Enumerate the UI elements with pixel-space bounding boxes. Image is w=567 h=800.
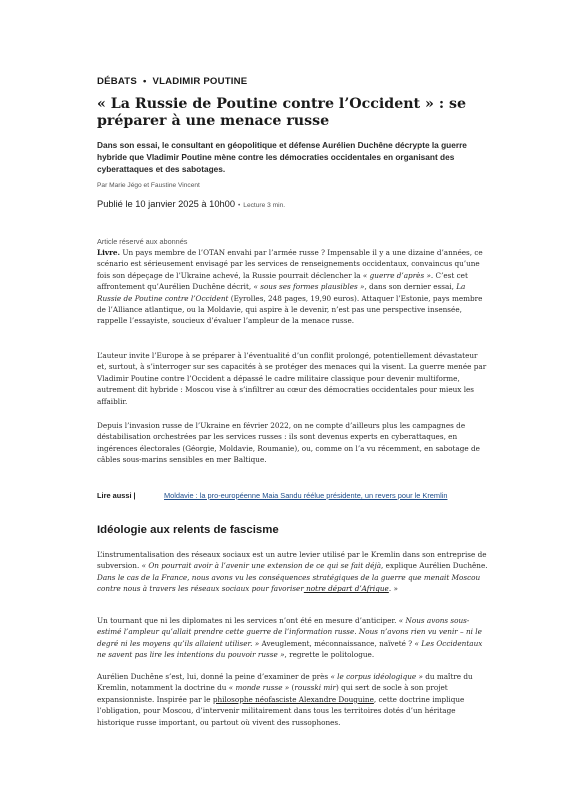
paragraph-4 <box>97 549 489 595</box>
douguine-link[interactable]: philosophe néofasciste Alexandre Douguine <box>212 694 374 704</box>
reading-time: Lecture 3 min. <box>243 202 286 209</box>
quote-run: « monde russe » <box>228 683 290 693</box>
text-run: (Eyrolles, 248 pages, 19,90 euros). Attaquer l’Estonie, pays membre de l’Alliance atlantique, ou la Moldavie, qui aspire à le devenir, n’est pas une perspective insensée, rappelle l’essayiste, soucieux d’évaluer l’ampleur de la menace russe. <box>97 293 483 326</box>
meta-separator: • <box>238 202 241 209</box>
section-label[interactable]: DÉBATS <box>97 76 137 87</box>
quote-run <box>97 573 480 593</box>
text-run: . C’est cet affrontement qu’Aurélien Duchêne décrit, <box>97 270 468 292</box>
text-run: Aurélien Duchêne s’est, lui, donné la peine d’examiner de près <box>97 672 331 681</box>
quote-run: « On pourrait avoir à l’avenir une extension de ce qui se fait déjà <box>141 561 382 571</box>
subscriber-notice: Article réservé aux abonnés <box>97 237 188 246</box>
kicker-separator: • <box>142 76 147 87</box>
text-run: Un tournant que ni les diplomates ni les services n’ont été en mesure d’anticiper. <box>97 616 399 625</box>
book-title: La Russie de Poutine contre l’Occident <box>97 282 466 303</box>
quote-text: Dans le cas de la France, nous avons vu les conséquences stratégiques de la guerre que menait Moscou contre nous à travers les réseaux sociaux pour favoriser <box>97 572 481 594</box>
text-run: , cette doctrine implique l’obligation, pour Moscou, d’intervenir militairement dans tous les territoires dotés d’un héritage historique russe important, ou partout où vivent des russophones. <box>97 694 465 727</box>
quote-run: « Les Occidentaux ne savent pas lire les intentions du pouvoir russe » <box>97 638 483 660</box>
quote-run: « guerre d’après » <box>362 270 431 280</box>
article-kicker <box>97 76 247 87</box>
read-also-block <box>97 490 489 501</box>
publication-info <box>97 194 285 212</box>
article-standfirst: Dans son essai, le consultant en géopolitique et défense Aurélien Duchêne décrypte la guerre hybride que Vladimir Poutine mène contre les démocraties occidentales en organisant des cyberattaques et des sabotages. <box>97 140 467 175</box>
publication-date: Publié le 10 janvier 2025 à 10h00 <box>97 199 236 209</box>
quote-run: « Nous avons sous-estimé l’ampleur qu’allait prendre cette guerre de l’information russe. Nous n’avons rien vu venir – ni le degré ni les moyens qu’ils allaient utiliser. » <box>97 616 482 648</box>
paragraph-5 <box>97 615 489 661</box>
text-run: . » <box>388 584 398 594</box>
text-run: L’instrumentalisation des réseaux sociaux est un autre levier utilisé par le Kremlin dans son entreprise de subversion. <box>97 550 487 571</box>
africa-departure-link[interactable]: notre départ d’Afrique <box>303 584 389 594</box>
lead-word: Livre. <box>97 248 121 257</box>
text-run: ( <box>289 683 295 693</box>
paragraph-2: L’auteur invite l’Europe à se préparer à l’éventualité d’un conflit prolongé, potentiellement dévastateur et, surtout, à s’interroger sur ses capacités à se protéger des menaces qui la visent. La guerre menée par Vladimir Poutine contre l’Occident a dépassé le cadre militaire classique pour devenir multiforme, autrement dit hybride : Moscou vise à s’infiltrer au cœur des démocraties occidentales pour mieux les affaiblir. <box>97 351 487 406</box>
article-byline: Par Marie Jégo et Faustine Vincent <box>97 182 200 189</box>
section-heading: Idéologie aux relents de fascisme <box>97 524 279 536</box>
topic-label[interactable]: VLADIMIR POUTINE <box>152 76 248 87</box>
quote-run: « sous ses formes plausibles » <box>253 282 365 292</box>
paragraph-1 <box>97 247 489 327</box>
paragraph-3: Depuis l’invasion russe de l’Ukraine en février 2022, on ne compte d’ailleurs plus les campagnes de déstabilisation orchestrées par les services russes : ils sont devenus experts en cyberattaques, en ingérences électorales (Géorgie, Moldavie, Roumanie), ou, comme on l’a vu récemment, en sabotage de câbles sous-marins sensibles en mer Baltique. <box>97 421 480 465</box>
paragraph-6 <box>97 671 489 728</box>
text-run: Aveuglement, méconnaissance, naïveté ? <box>259 638 415 648</box>
text-run: du maître du Kremlin, notamment la doctrine du <box>97 672 473 693</box>
read-also-link[interactable]: Moldavie : la pro-européenne Maia Sandu réélue présidente, un revers pour le Kremlin <box>164 491 448 500</box>
text-run: , regrette le politologue. <box>284 650 375 660</box>
text-run: Un pays membre de l’OTAN envahi par l’armée russe ? Impensable il y a une dizaine d’années, ce scénario est sérieusement envisagé par les services de renseignements occidentaux, convaincus qu’une fois son dépeçage de l’Ukraine achevé, la Russie pourrait déclencher la <box>97 248 483 280</box>
article-title: « La Russie de Poutine contre l’Occident » : se préparer à une menace russe <box>97 96 467 129</box>
text-run: ) qui sert de socle à son projet expansionniste. Inspirée par le <box>97 683 448 704</box>
text-run: , explique Aurélien Duchêne. <box>381 561 488 571</box>
quote-run: « le corpus idéologique » <box>330 672 423 681</box>
russian-term: rousski mir <box>294 683 337 693</box>
text-run: , dans son dernier essai, <box>364 282 457 292</box>
read-also-label: Lire aussi | <box>97 491 136 500</box>
